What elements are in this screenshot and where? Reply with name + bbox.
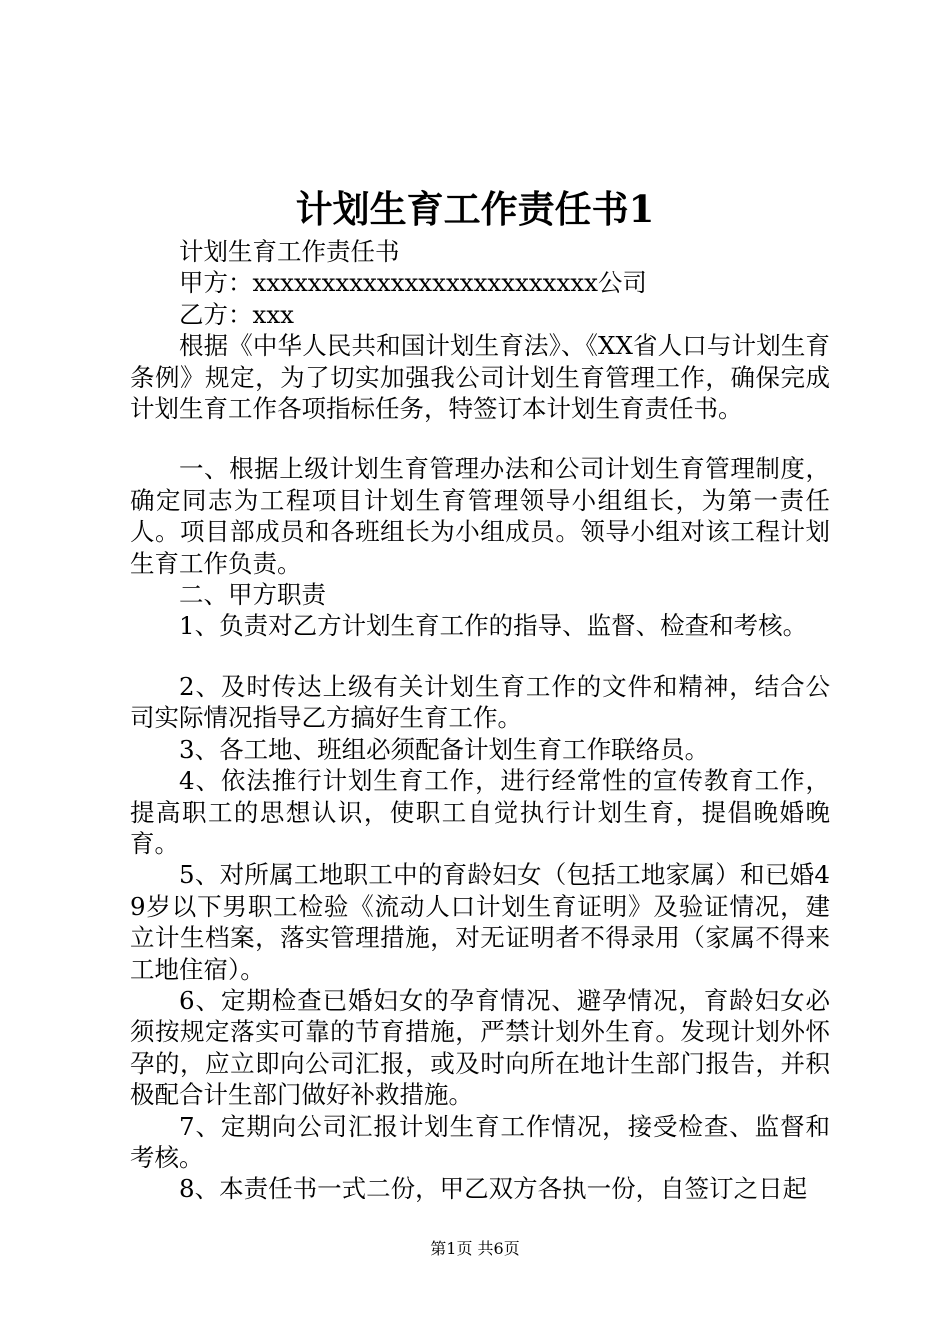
paragraph-spacer: [130, 424, 830, 453]
clause-1-paragraph: 1、负责对乙方计划生育工作的指导、监督、检查和考核。: [179, 611, 808, 641]
party-b-paragraph: 乙方：xxx: [179, 299, 294, 329]
page-footer: 第1页 共6页: [430, 1239, 520, 1258]
section-one-paragraph: 一、根据上级计划生育管理办法和公司计划生育管理制度，确定同志为工程项目计划生育管理领导小组组长，为第一责任人。项目部成员和各班组长为小组成员。领导小组对该工程计划生育工作负责。: [130, 454, 830, 578]
clause-8-paragraph: 8、本责任书一式二份，甲乙双方各执一份，自签订之日起: [179, 1174, 808, 1204]
clause-2-paragraph: 2、及时传达上级有关计划生育工作的文件和精神，结合公司实际情况指导乙方搞好生育工作。: [130, 671, 830, 733]
clause-7-paragraph: 7、定期向公司汇报计划生育工作情况，接受检查、监督和考核。: [130, 1111, 830, 1172]
section-two-heading: 二、甲方职责: [179, 580, 326, 610]
paragraph-spacer: [130, 642, 830, 671]
clause-3-paragraph: 3、各工地、班组必须配备计划生育工作联络员。: [179, 734, 710, 764]
subtitle-paragraph: 计划生育工作责任书: [179, 237, 400, 266]
clause-4-paragraph: 4、依法推行计划生育工作，进行经常性的宣传教育工作，提高职工的思想认识，使职工自觉执行计划生育，提倡晚婚晚育。: [130, 766, 830, 858]
document-title: 计划生育工作责任书1: [295, 187, 655, 231]
preamble-paragraph: 根据《中华人民共和国计划生育法》、《XX省人口与计划生育条例》规定，为了切实加强我公司计划生育管理工作，确保完成计划生育工作各项指标任务，特签订本计划生育责任书。: [130, 331, 830, 424]
party-a-paragraph: 甲方：xxxxxxxxxxxxxxxxxxxxxxxxx公司: [179, 268, 647, 298]
clause-6-paragraph: 6、定期检查已婚妇女的孕育情况、避孕情况，育龄妇女必须按规定落实可靠的节育措施，严禁计划外生育。发现计划外怀孕的，应立即向公司汇报，或及时向所在地计生部门报告，并积极配合计生部门做好补救措施。: [130, 985, 830, 1110]
clause-5-paragraph: 5、对所属工地职工中的育龄妇女（包括工地家属）和已婚49岁以下男职工检验《流动人口计划生育证明》及验证情况，建立计生档案，落实管理措施，对无证明者不得录用（家属不得来工地住宿）。: [130, 860, 830, 984]
document-body: [130, 236, 830, 1205]
